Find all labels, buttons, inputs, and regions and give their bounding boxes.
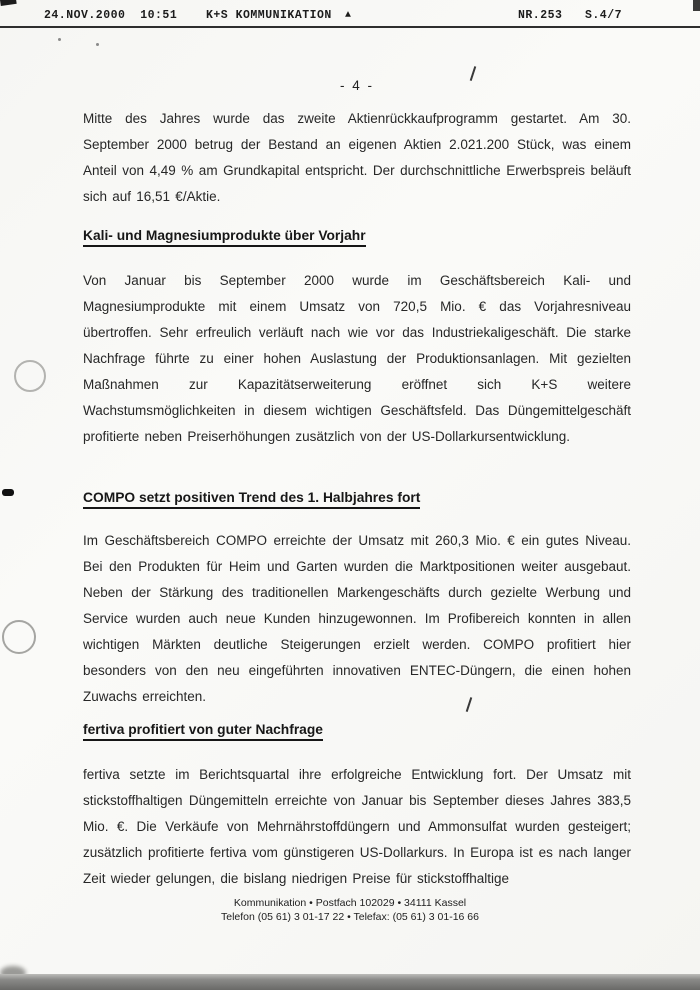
footer-phone-line: Telefon (05 61) 3 01-17 22 • Telefax: (05 61) 3 01-16 66: [221, 910, 479, 923]
section-body-compo: Im Geschäftsbereich COMPO erreichte der Umsatz mit 260,3 Mio. € ein gutes Niveau. Bei den Produkten für Heim und Garten wurden die Marktpositionen weiter ausgebaut. Neben der Stärkung des traditionellen Markengeschäfts durch gezielte Werbung und Service wurden auch neue Kunden hinzugewonnen. Im Profibereich konnten in allen wichtigen Märkten deutliche Steigerungen erzielt werden. COMPO profitiert hier besonders von den neu eingeführten innovativen ENTEC-Düngern, die einen hohen Zuwachs erreichten.: [83, 533, 631, 704]
intro-paragraph: Mitte des Jahres wurde das zweite Aktienrückkaufprogramm gestartet. Am 30. September 2000 betrug der Bestand an eigenen Aktien 2.021.200 Stück, was einem Anteil von 4,49 % am Grundkapital entspricht. Der durchschnittliche Erwerbspreis beläuft sich auf 16,51 €/Aktie.: [83, 111, 631, 204]
section-heading-kali: [83, 228, 631, 243]
header-divider: [0, 26, 700, 28]
fax-sender: K+S KOMMUNIKATION: [206, 9, 332, 22]
letter-footer: [0, 897, 700, 924]
section-body-kali: Von Januar bis September 2000 wurde im Geschäftsbereich Kali- und Magnesiumprodukte mit einem Umsatz von 720,5 Mio. € das Vorjahresniveau übertroffen. Sehr erfreulich verläuft nach wie vor das Industriekaligeschäft. Die starke Nachfrage führte zu einer hohen Auslastung der Produktionsanlagen. Mit gezielten Maßnahmen zur Kapazitätserweiterung eröffnet sich K+S weitere Wachstumsmöglichkeiten in diesem wichtigen Geschäftsfeld. Das Düngemittelgeschäft profitierte neben Preiserhöhungen zusätzlich von der US-Dollarkursentwicklung.: [83, 273, 631, 444]
scan-corner-mark-top-left: [0, 0, 17, 6]
scan-noise-dot: [96, 43, 99, 46]
scan-noise-dot: [58, 38, 61, 41]
scan-corner-mark-top-right: [693, 0, 700, 11]
footer-address-line: Kommunikation • Postfach 102029 • 34111 Kassel: [233, 897, 467, 909]
section-heading-compo: [83, 490, 631, 505]
punch-hole: [2, 620, 36, 654]
section-body-fertiva: fertiva setzte im Berichtsquartal ihre erfolgreiche Entwicklung fort. Der Umsatz mit stickstoffhaltigen Düngemitteln erreichte von Januar bis September dieses Jahres 383,5 Mio. €. Die Verkäufe von Mehrnährstoffdüngern und Ammonsulfat wurden gesteigert; zusätzlich profitierte fertiva vom günstigeren US-Dollarkurs. In Europa ist es nach langer Zeit wieder gelungen, die bislang niedrigen Preise für stickstoffhaltige: [83, 767, 631, 886]
section-heading-fertiva-text: fertiva profitiert von guter Nachfrage: [83, 722, 323, 741]
scan-edge-mark: [2, 489, 14, 496]
fax-page-ref: NR.253: [518, 9, 563, 22]
punch-hole: [14, 360, 46, 392]
fax-datetime: 24.NOV.2000 10:51: [44, 9, 178, 22]
section-heading-compo-text: COMPO setzt positiven Trend des 1. Halbjahres fort: [83, 490, 420, 509]
page-number: - 4 -: [339, 78, 374, 93]
fax-sheet-number: S.4/7: [585, 9, 623, 22]
scan-bottom-edge: [0, 974, 700, 990]
section-heading-fertiva: [83, 722, 631, 737]
section-heading-kali-text: Kali- und Magnesiumprodukte über Vorjahr: [83, 228, 366, 247]
fax-triangle-icon: ▲: [345, 10, 352, 21]
